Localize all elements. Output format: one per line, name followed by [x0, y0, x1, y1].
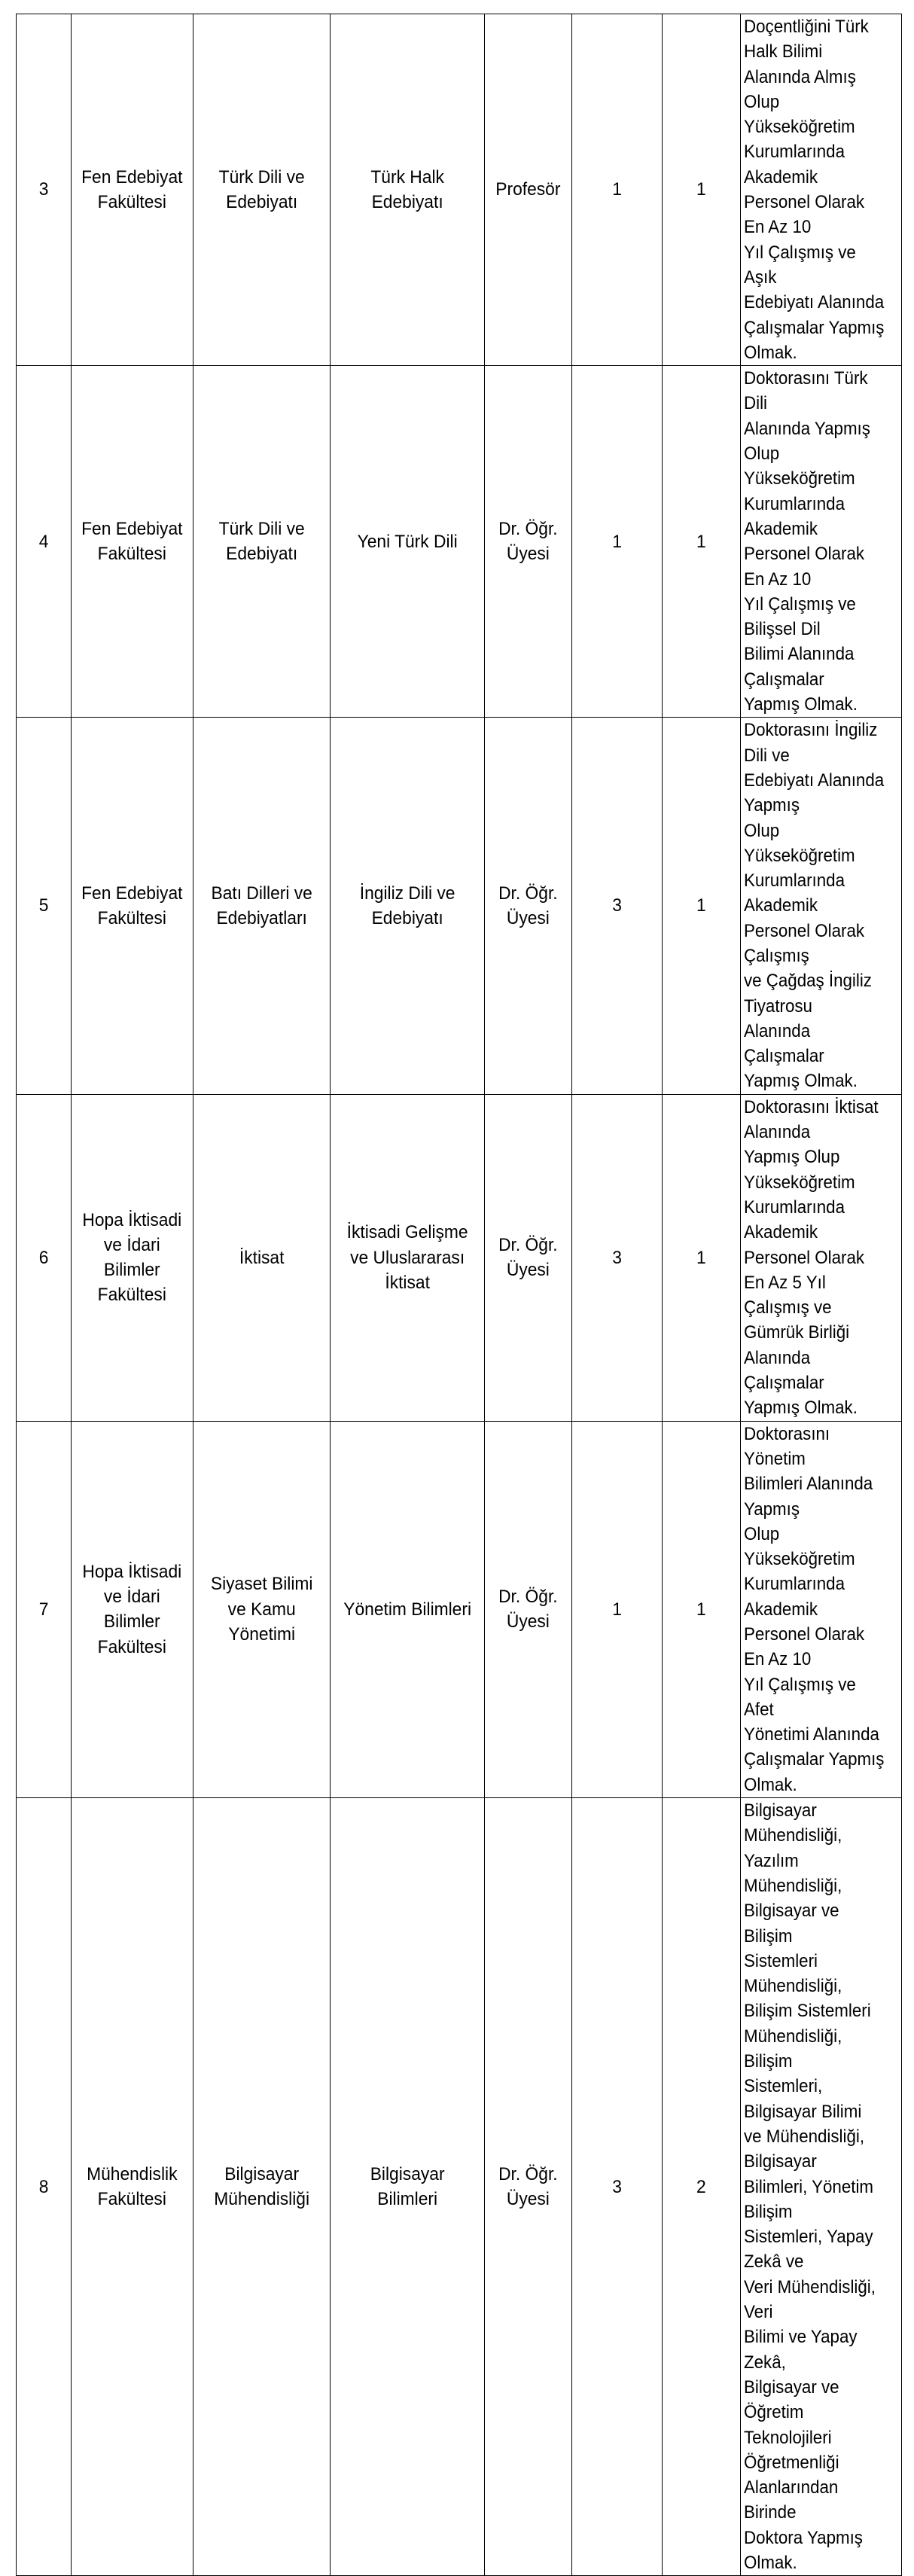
department-cell: Bilgisayar Mühendisliği: [193, 1798, 330, 2576]
department-cell: Batı Dilleri ve Edebiyatları: [193, 718, 330, 1094]
count-cell: 3: [572, 1094, 663, 1421]
faculty-cell: Mühendislik Fakültesi: [72, 1798, 193, 2576]
title-cell: Dr. Öğr. Üyesi: [485, 718, 572, 1094]
title-cell: Dr. Öğr. Üyesi: [485, 1094, 572, 1421]
row-number: 3: [17, 14, 72, 366]
faculty-cell: Fen Edebiyat Fakültesi: [72, 366, 193, 718]
area-cell: Türk Halk Edebiyatı: [331, 14, 485, 366]
title-cell: Dr. Öğr. Üyesi: [485, 1798, 572, 2576]
department-cell: Siyaset Bilimi ve Kamu Yönetimi: [193, 1421, 330, 1797]
title-cell: Dr. Öğr. Üyesi: [485, 1421, 572, 1797]
count-cell: 1: [572, 1421, 663, 1797]
requirement-cell: Doçentliğini Türk Halk Bilimi Alanında Almış Olup Yükseköğretim Kurumlarında Akademik Personel Olarak En Az 10 Yıl Çalışmış ve Aşık Edebiyatı Alanında Çalışmalar Yapmış Olmak.: [740, 14, 901, 366]
count-cell: 1: [572, 366, 663, 718]
department-cell: Türk Dili ve Edebiyatı: [193, 366, 330, 718]
requirement-cell: Doktorasını İngiliz Dili ve Edebiyatı Alanında Yapmış Olup Yükseköğretim Kurumlarında Akademik Personel Olarak Çalışmış ve Çağdaş İngiliz Tiyatrosu Alanında Çalışmalar Yapmış Olmak.: [740, 718, 901, 1094]
department-cell: Türk Dili ve Edebiyatı: [193, 14, 330, 366]
faculty-cell: Hopa İktisadi ve İdari Bilimler Fakültesi: [72, 1421, 193, 1797]
degree-cell: 1: [663, 1094, 741, 1421]
table-row: [17, 1798, 902, 2576]
row-number: 7: [17, 1421, 72, 1797]
title-cell: Profesör: [485, 14, 572, 366]
faculty-cell: Fen Edebiyat Fakültesi: [72, 718, 193, 1094]
table-row: [17, 366, 902, 718]
count-cell: 3: [572, 1798, 663, 2576]
degree-cell: 1: [663, 366, 741, 718]
area-cell: Yönetim Bilimleri: [331, 1421, 485, 1797]
department-cell: İktisat: [193, 1094, 330, 1421]
row-number: 4: [17, 366, 72, 718]
table-row: [17, 718, 902, 1094]
area-cell: Bilgisayar Bilimleri: [331, 1798, 485, 2576]
degree-cell: 1: [663, 14, 741, 366]
table-row: [17, 1421, 902, 1797]
title-cell: Dr. Öğr. Üyesi: [485, 366, 572, 718]
degree-cell: 1: [663, 1421, 741, 1797]
degree-cell: 2: [663, 1798, 741, 2576]
table-row: [17, 14, 902, 366]
positions-table: [16, 14, 902, 2576]
faculty-cell: Hopa İktisadi ve İdari Bilimler Fakültesi: [72, 1094, 193, 1421]
degree-cell: 1: [663, 718, 741, 1094]
table-row: [17, 1094, 902, 1421]
requirement-cell: Doktorasını Türk Dili Alanında Yapmış Olup Yükseköğretim Kurumlarında Akademik Personel Olarak En Az 10 Yıl Çalışmış ve Bilişsel Dil Bilimi Alanında Çalışmalar Yapmış Olmak.: [740, 366, 901, 718]
row-number: 6: [17, 1094, 72, 1421]
area-cell: İngiliz Dili ve Edebiyatı: [331, 718, 485, 1094]
requirement-cell: Doktorasını Yönetim Bilimleri Alanında Yapmış Olup Yükseköğretim Kurumlarında Akademik Personel Olarak En Az 10 Yıl Çalışmış ve Afet Yönetimi Alanında Çalışmalar Yapmış Olmak.: [740, 1421, 901, 1797]
requirement-cell: Bilgisayar Mühendisliği, Yazılım Mühendisliği, Bilgisayar ve Bilişim Sistemleri Mühendisliği, Bilişim Sistemleri Mühendisliği, Bilişim Sistemleri, Bilgisayar Bilimi ve Mühendisliği, Bilgisayar Bilimleri, Yönetim Bilişim Sistemleri, Yapay Zekâ ve Veri Mühendisliği, Veri Bilimi ve Yapay Zekâ, Bilgisayar ve Öğretim Teknolojileri Öğretmenliği Alanlarından Birinde Doktora Yapmış Olmak.: [740, 1798, 901, 2576]
count-cell: 3: [572, 718, 663, 1094]
requirement-cell: Doktorasını İktisat Alanında Yapmış Olup Yükseköğretim Kurumlarında Akademik Personel Olarak En Az 5 Yıl Çalışmış ve Gümrük Birliği Alanında Çalışmalar Yapmış Olmak.: [740, 1094, 901, 1421]
area-cell: İktisadi Gelişme ve Uluslararası İktisat: [331, 1094, 485, 1421]
count-cell: 1: [572, 14, 663, 366]
faculty-cell: Fen Edebiyat Fakültesi: [72, 14, 193, 366]
area-cell: Yeni Türk Dili: [331, 366, 485, 718]
row-number: 8: [17, 1798, 72, 2576]
row-number: 5: [17, 718, 72, 1094]
